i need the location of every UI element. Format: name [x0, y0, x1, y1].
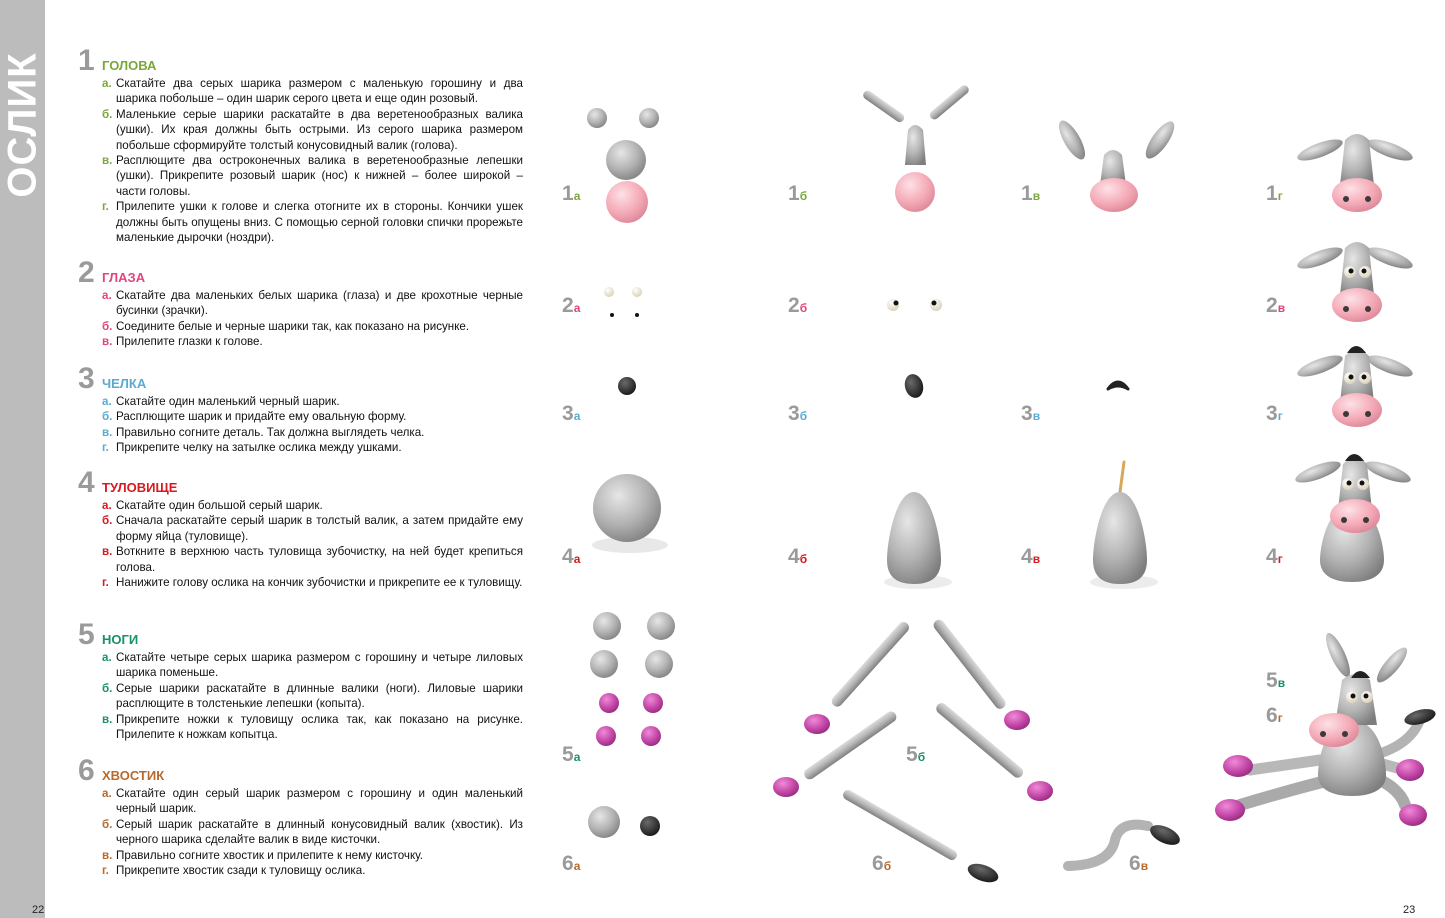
figure-3c	[1108, 382, 1128, 389]
page-title: ОСЛИК	[0, 52, 45, 198]
instruction-item: б. Сначала раскатайте серый шарик в толстый валик, а затем придайте ему форму яйца (туловище).	[102, 514, 523, 543]
figure-label: 6в	[1129, 852, 1149, 875]
figure-label: 3в	[1021, 402, 1041, 425]
figure-2b	[887, 299, 942, 311]
instruction-item: а. Скатайте один большой серый шарик.	[102, 499, 323, 512]
step-title: ТУЛОВИЩЕ	[102, 480, 178, 495]
figure-5b	[773, 618, 1053, 801]
figure-label: 4г	[1266, 545, 1283, 568]
figure-4a	[592, 474, 668, 553]
step-title: ЧЕЛКА	[102, 376, 147, 391]
figure-label: 4б	[788, 545, 808, 568]
step-title: ГОЛОВА	[102, 58, 157, 73]
figure-3d	[1295, 347, 1415, 427]
step-title: ХВОСТИК	[102, 768, 165, 783]
figure-1a	[587, 108, 659, 223]
figure-3b	[902, 372, 926, 400]
figure-label: 6б	[872, 852, 892, 875]
figure-label: 6а	[562, 852, 581, 875]
instruction-item: а. Скатайте один серый шарик размером с горошину и один маленький черный шарик.	[102, 787, 523, 816]
figure-label: 4в	[1021, 545, 1041, 568]
figure-3a	[618, 377, 636, 395]
step-number: 5	[78, 618, 95, 651]
step-number: 6	[78, 754, 95, 787]
figure-6c	[1068, 821, 1183, 866]
page-number-left: 22	[32, 904, 45, 916]
instruction-item: г. Прикрепите хвостик сзади к туловищу ослика.	[102, 864, 366, 878]
instruction-item: а. Скатайте два серых шарика размером с маленькую горошину и два шарика побольше – один шарик серого цвета и еще один розовый.	[102, 77, 523, 106]
figure-4c	[1090, 462, 1158, 589]
step-title: ГЛАЗА	[102, 270, 146, 285]
instruction-item: б. Маленькие серые шарики раскатайте в два веретенообразных валика (ушки). Их края должны быть острыми. Из серого шарика размером побольше сформируйте толстый конусовидный валик (голова).	[102, 107, 523, 152]
figure-2a	[604, 287, 642, 317]
figure-1d	[1295, 134, 1415, 212]
figure-label: 1г	[1266, 182, 1283, 205]
figure-label: 2в	[1266, 294, 1286, 317]
instruction-item: г. Нанижите голову ослика на кончик зубочистки и прикрепите ее к туловищу.	[102, 576, 523, 590]
instruction-item: в. Прилепите глазки к голове.	[102, 335, 263, 349]
figure-label: 6г	[1266, 704, 1283, 727]
step-number: 3	[78, 362, 95, 395]
instruction-item: г. Прикрепите челку на затылке ослика между ушками.	[102, 441, 402, 455]
figure-label: 3а	[562, 402, 581, 425]
figure-label: 3б	[788, 402, 808, 425]
instruction-item: г. Прилепите ушки к голове и слегка отогните их в стороны. Кончики ушек должны быть опущены вниз. С помощью серной головки спички прорежьте маленькие дырочки (ноздри).	[102, 200, 523, 245]
figure-4b	[884, 492, 952, 589]
instruction-item: в. Расплющите два остроконечных валика в веретенообразные лепешки (ушки). Прикрепите розовый шарик (нос) к нижней – более широкой – части головы.	[102, 154, 523, 198]
figure-label: 5в	[1266, 669, 1286, 692]
page-number-right: 23	[1403, 904, 1416, 916]
figure-1c	[1054, 117, 1179, 212]
step-number: 4	[78, 466, 95, 499]
figure-label: 5а	[562, 743, 581, 766]
figure-label: 5б	[906, 743, 926, 766]
figure-label: 3г	[1266, 402, 1283, 425]
figure-label: 1в	[1021, 182, 1041, 205]
figure-label: 4а	[562, 545, 581, 568]
step-title: НОГИ	[102, 632, 139, 647]
figure-4d	[1293, 455, 1413, 582]
instruction-item: б. Серые шарики раскатайте в длинные валики (ноги). Лиловые шарики расплющите в толстенькие лепешки (копыта).	[102, 681, 523, 711]
instruction-item: б. Соедините белые и черные шарики так, как показано на рисунке.	[102, 319, 470, 333]
instruction-item: а. Скатайте один маленький черный шарик.	[102, 395, 340, 408]
instruction-item: б. Расплющите шарик и придайте ему овальную форму.	[102, 410, 407, 424]
instruction-item: в. Воткните в верхнюю часть туловища зубочистку, на ней будет крепиться голова.	[102, 545, 523, 574]
figure-5a	[590, 612, 675, 746]
figure-5c-6d	[1215, 630, 1437, 826]
instruction-item: б. Серый шарик раскатайте в длинный конусовидный валик (хвостик). Из черного шарика сделайте валик в виде кисточки.	[102, 817, 523, 847]
figure-label: 1а	[562, 182, 581, 205]
figure-label: 1б	[788, 182, 808, 205]
instruction-item: в. Правильно согните хвостик и прилепите к нему кисточку.	[102, 848, 424, 862]
figure-6a	[588, 806, 660, 838]
figure-2c	[1295, 242, 1415, 322]
instruction-item: в. Прикрепите ножки к туловищу ослика так, как показано на рисунке. Прилепите к ножкам копытца.	[102, 712, 523, 742]
instruction-item: а. Скатайте два маленьких белых шарика (глаза) и две крохотные черные бусинки (зрачки).	[102, 289, 523, 318]
figure-1b	[861, 84, 970, 212]
instruction-item: в. Правильно согните деталь. Так должна выглядеть челка.	[102, 425, 425, 439]
instruction-item: а. Скатайте четыре серых шарика размером с горошину и четыре лиловых шарика поменьше.	[102, 651, 523, 680]
step-number: 2	[78, 256, 95, 289]
figure-label: 2б	[788, 294, 808, 317]
step-number: 1	[78, 44, 95, 77]
figure-label: 2а	[562, 294, 581, 317]
figure-6b	[841, 788, 1001, 886]
